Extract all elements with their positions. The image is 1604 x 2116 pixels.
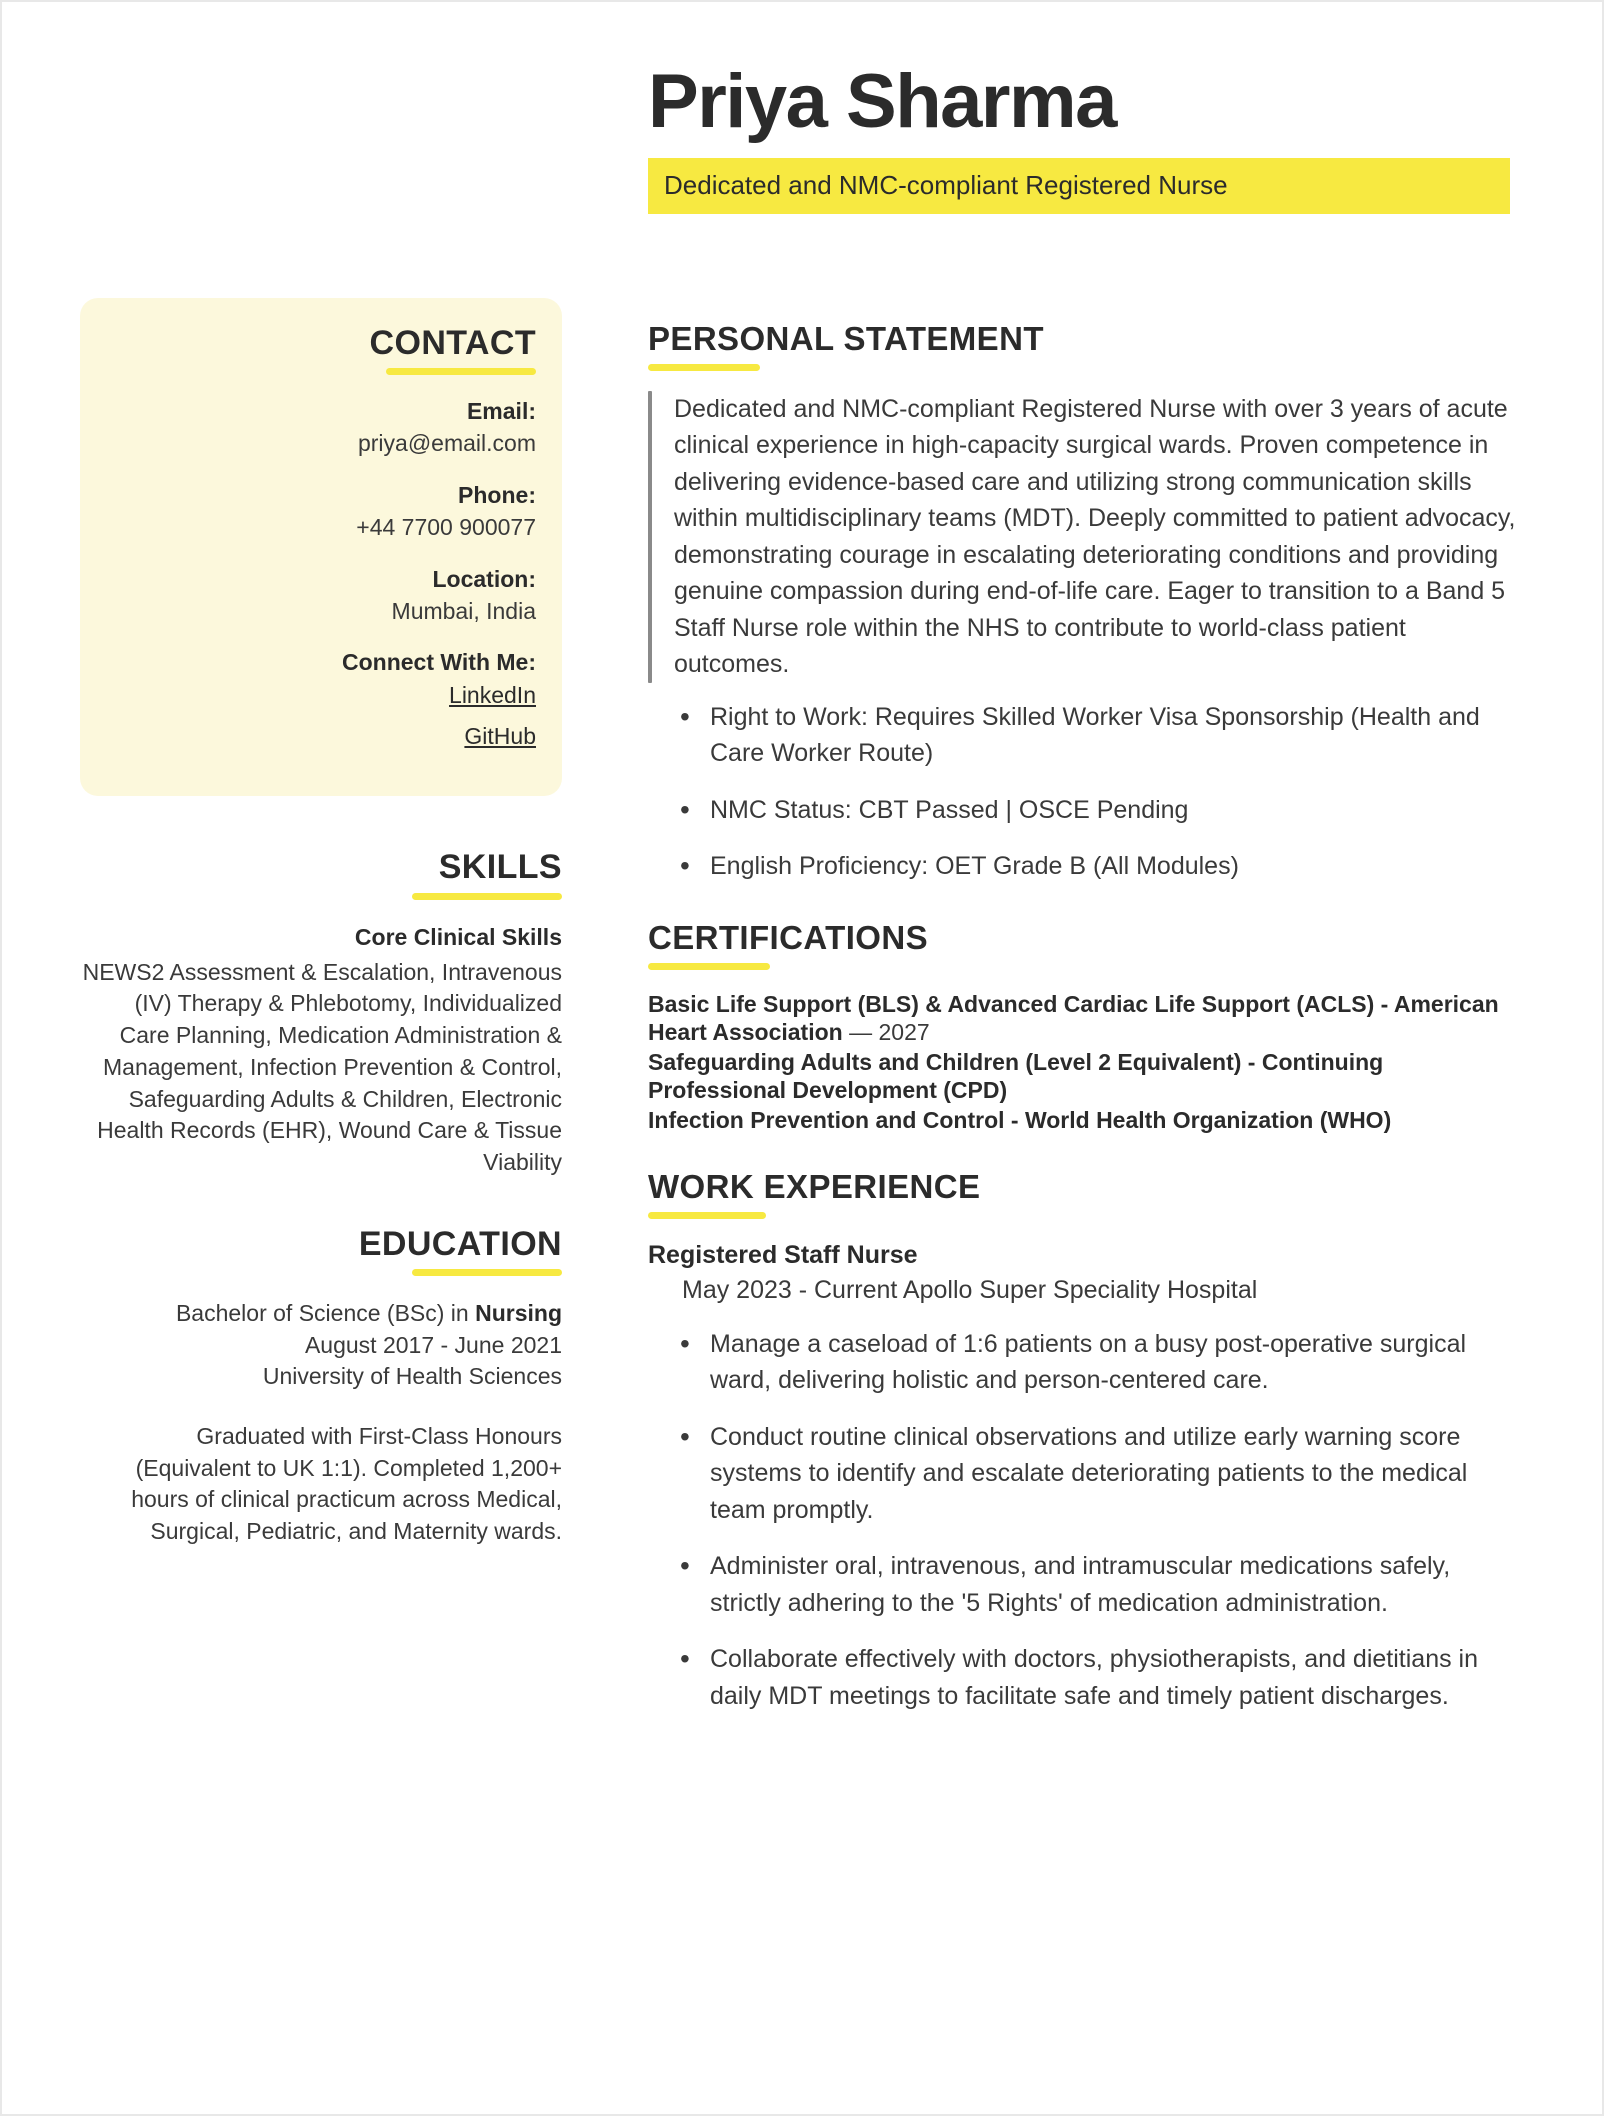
job-meta: May 2023 - Current Apollo Super Speciality Hospital (682, 1275, 1258, 1304)
candidate-tagline: Dedicated and NMC-compliant Registered Nurse (664, 170, 1228, 200)
list-item: • English Proficiency: OET Grade B (All Modules) (648, 848, 1516, 885)
list-item: • Conduct routine clinical observations and utilize early warning score systems to identify and escalate deteriorating patients to the medical team promptly. (648, 1419, 1516, 1529)
contact-card (80, 298, 562, 796)
email-value[interactable]: priya@email.com (357, 429, 536, 456)
certifications-heading-underline (648, 963, 770, 970)
personal-statement-section (648, 320, 1516, 885)
list-item: • NMC Status: CBT Passed | OSCE Pending (648, 792, 1516, 829)
contact-heading-underline (386, 368, 536, 375)
certification-year: — 2027 (842, 1019, 930, 1046)
certifications-heading: CERTIFICATIONS (648, 918, 928, 956)
certification-title: Infection Prevention and Control - World Health Organization (WHO) (648, 1106, 1392, 1133)
certification-title: Safeguarding Adults and Children (Level 2 Equivalent) - Continuing Professional Development (CPD) (648, 1048, 1384, 1104)
candidate-name: Priya Sharma (648, 59, 1116, 144)
personal-statement-paragraph: Dedicated and NMC-compliant Registered Nurse with over 3 years of acute clinical experience in high-capacity surgical wards. Proven competence in delivering evidence-based care and utilizing strong communication skills within multidisciplinary teams (MDT). Deeply committed to patient advocacy, demonstrating courage in escalating deteriorating conditions and providing genuine compassion during end-of-life care. Eager to transition to a Band 5 Staff Nurse role within the NHS to contribute to world-class patient outcomes. (674, 394, 1516, 679)
work-experience-section (648, 1168, 1516, 1714)
education-heading: EDUCATION (358, 1224, 562, 1263)
education-institution: University of Health Sciences (262, 1363, 562, 1390)
phone-label: Phone: (458, 481, 536, 508)
education-degree-field: Nursing (475, 1299, 562, 1326)
job-title: Registered Staff Nurse (648, 1241, 918, 1270)
list-item: • Manage a caseload of 1:6 patients on a busy post-operative surgical ward, delivering holistic and person-centered care. (648, 1326, 1516, 1399)
education-heading-underline (412, 1269, 562, 1276)
skills-body: NEWS2 Assessment & Escalation, Intravenous (IV) Therapy & Phlebotomy, Individualized Care Planning, Medication Administration & Management, Infection Prevention & Control, Safeguarding Adults & Children, Electronic Health Records (EHR), Wound Care & Tissue Viability (82, 958, 562, 1175)
list-item: • Collaborate effectively with doctors, physiotherapists, and dietitians in daily MDT meetings to facilitate safe and timely patient discharges. (648, 1641, 1516, 1714)
education-note: Graduated with First-Class Honours (Equivalent to UK 1:1). Completed 1,200+ hours of clinical practicum across Medical, Surgical, Pediatric, and Maternity wards. (131, 1423, 562, 1545)
contact-heading: CONTACT (369, 324, 536, 362)
list-item (648, 990, 1516, 1047)
education-degree (80, 1298, 562, 1330)
resume-header (648, 59, 1508, 214)
certifications-list (648, 990, 1516, 1135)
connect-label: Connect With Me: (342, 649, 536, 676)
education-dates: August 2017 - June 2021 (304, 1331, 562, 1358)
location-value: Mumbai, India (391, 597, 536, 624)
work-experience-bullets (648, 1326, 1516, 1715)
education-entry (80, 1298, 562, 1393)
tagline-band (648, 158, 1510, 214)
list-item (648, 1048, 1516, 1105)
skills-heading: SKILLS (438, 848, 562, 887)
education-degree-prefix: Bachelor of Science (BSc) in (175, 1299, 476, 1326)
list-item: • Administer oral, intravenous, and intramuscular medications safely, strictly adhering to the '5 Rights' of medication administration. (648, 1548, 1516, 1621)
statement-accent-rule (648, 391, 652, 683)
email-label: Email: (466, 398, 536, 425)
skills-section (80, 848, 562, 1178)
location-label: Location: (432, 565, 536, 592)
work-experience-heading: WORK EXPERIENCE (648, 1168, 981, 1206)
skills-subheading: Core Clinical Skills (354, 923, 562, 950)
education-section (80, 1225, 562, 1548)
certification-title: Basic Life Support (BLS) & Advanced Cardiac Life Support (ACLS) - American Heart Association (648, 990, 1499, 1046)
personal-statement-heading: PERSONAL STATEMENT (648, 320, 1044, 357)
skills-heading-underline (412, 893, 562, 900)
personal-statement-body (648, 391, 1516, 683)
list-item: • Right to Work: Requires Skilled Worker Visa Sponsorship (Health and Care Worker Route) (648, 699, 1516, 772)
list-item (648, 1106, 1516, 1135)
phone-value[interactable]: +44 7700 900077 (356, 513, 536, 540)
work-experience-heading-underline (648, 1212, 766, 1219)
personal-statement-bullets (648, 699, 1516, 885)
github-link[interactable]: GitHub (464, 723, 536, 750)
linkedin-link[interactable]: LinkedIn (449, 682, 536, 709)
main-column (648, 320, 1516, 1748)
sidebar-column (80, 298, 562, 1594)
certifications-section (648, 919, 1516, 1135)
personal-statement-heading-underline (648, 364, 760, 371)
